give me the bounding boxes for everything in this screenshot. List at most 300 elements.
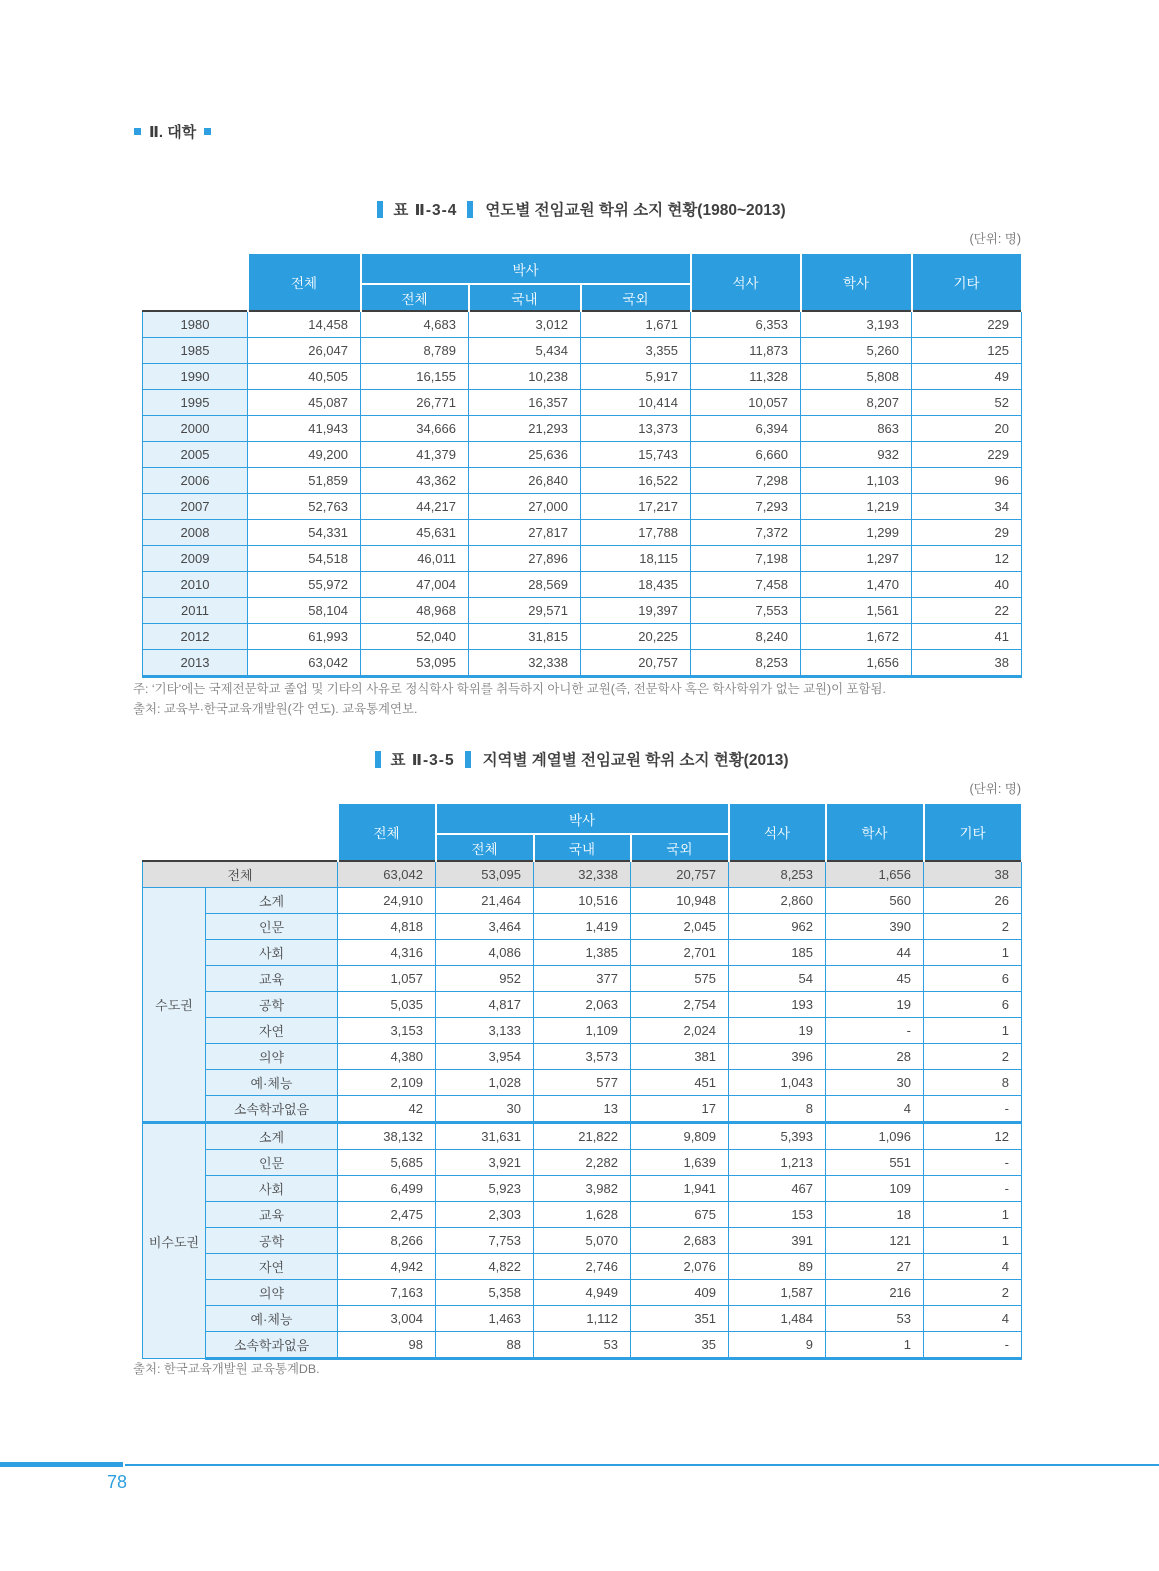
table1-number-label: 표 Ⅱ-3-4 xyxy=(393,202,458,219)
square-bullet-icon xyxy=(204,128,211,135)
value-cell: 2 xyxy=(924,914,1022,940)
value-cell: 42 xyxy=(338,1096,436,1123)
value-cell: 5,434 xyxy=(469,338,581,364)
value-cell: 4,942 xyxy=(338,1254,436,1280)
value-cell: 13,373 xyxy=(581,416,691,442)
value-cell: 952 xyxy=(436,966,534,992)
value-cell: 13 xyxy=(534,1096,631,1123)
year-row xyxy=(143,624,1022,650)
year-row xyxy=(143,442,1022,468)
title-bar-icon xyxy=(465,751,471,768)
col-header-doctorate: 박사 xyxy=(436,803,729,834)
value-cell: 2,282 xyxy=(534,1150,631,1176)
value-cell: 1 xyxy=(924,1018,1022,1044)
value-cell: 35 xyxy=(631,1332,729,1359)
value-cell: - xyxy=(924,1332,1022,1359)
field-row xyxy=(143,1123,1022,1150)
field-cell: 소속학과없음 xyxy=(206,1332,338,1359)
value-cell: 43,362 xyxy=(361,468,469,494)
value-cell: 4,316 xyxy=(338,940,436,966)
value-cell: 2,076 xyxy=(631,1254,729,1280)
field-row xyxy=(143,1150,1022,1176)
field-row xyxy=(143,888,1022,914)
value-cell: 863 xyxy=(801,416,912,442)
value-cell: 3,133 xyxy=(436,1018,534,1044)
value-cell: 1,671 xyxy=(581,311,691,338)
col-header-master: 석사 xyxy=(729,803,826,861)
value-cell: 229 xyxy=(912,442,1022,468)
value-cell: 1 xyxy=(826,1332,924,1359)
year-cell: 1985 xyxy=(143,338,248,364)
field-row xyxy=(143,992,1022,1018)
year-row xyxy=(143,390,1022,416)
value-cell: 8,253 xyxy=(691,650,801,677)
year-row xyxy=(143,546,1022,572)
value-cell: 58,104 xyxy=(248,598,361,624)
year-cell: 1995 xyxy=(143,390,248,416)
value-cell: 6 xyxy=(924,966,1022,992)
year-cell: 2000 xyxy=(143,416,248,442)
value-cell: 21,464 xyxy=(436,888,534,914)
value-cell: 3,954 xyxy=(436,1044,534,1070)
value-cell: 9 xyxy=(729,1332,826,1359)
value-cell: 24,910 xyxy=(338,888,436,914)
field-cell: 공학 xyxy=(206,1228,338,1254)
value-cell: 1,639 xyxy=(631,1150,729,1176)
value-cell: 5,808 xyxy=(801,364,912,390)
value-cell: 6,394 xyxy=(691,416,801,442)
value-cell: 17,217 xyxy=(581,494,691,520)
value-cell: 38 xyxy=(924,861,1022,888)
value-cell: - xyxy=(924,1096,1022,1123)
value-cell: 52,040 xyxy=(361,624,469,650)
value-cell: 25,636 xyxy=(469,442,581,468)
field-row xyxy=(143,1202,1022,1228)
value-cell: 19 xyxy=(729,1018,826,1044)
value-cell: 53 xyxy=(534,1332,631,1359)
value-cell: 18,115 xyxy=(581,546,691,572)
value-cell: 2 xyxy=(924,1044,1022,1070)
faculty-degree-by-year-table xyxy=(142,252,1023,678)
field-cell: 예·체능 xyxy=(206,1070,338,1096)
value-cell: 26,047 xyxy=(248,338,361,364)
value-cell: 7,163 xyxy=(338,1280,436,1306)
title-bar-icon xyxy=(467,201,473,218)
value-cell: 17,788 xyxy=(581,520,691,546)
table2-title xyxy=(142,748,1021,770)
value-cell: 52,763 xyxy=(248,494,361,520)
value-cell: 88 xyxy=(436,1332,534,1359)
field-cell: 자연 xyxy=(206,1018,338,1044)
value-cell: 6,353 xyxy=(691,311,801,338)
year-row xyxy=(143,311,1022,338)
value-cell: 10,414 xyxy=(581,390,691,416)
value-cell: 55,972 xyxy=(248,572,361,598)
value-cell: 16,522 xyxy=(581,468,691,494)
value-cell: 20,757 xyxy=(631,861,729,888)
field-cell: 교육 xyxy=(206,1202,338,1228)
field-cell: 소계 xyxy=(206,1123,338,1150)
year-row xyxy=(143,494,1022,520)
value-cell: 89 xyxy=(729,1254,826,1280)
year-cell: 2005 xyxy=(143,442,248,468)
field-cell: 자연 xyxy=(206,1254,338,1280)
value-cell: 1,043 xyxy=(729,1070,826,1096)
field-row xyxy=(143,1228,1022,1254)
col-header-doc-foreign: 국외 xyxy=(631,834,729,861)
value-cell: 1,213 xyxy=(729,1150,826,1176)
field-row xyxy=(143,1176,1022,1202)
value-cell: 391 xyxy=(729,1228,826,1254)
value-cell: 351 xyxy=(631,1306,729,1332)
value-cell: 3,004 xyxy=(338,1306,436,1332)
total-label-cell: 전체 xyxy=(143,861,338,888)
title-bar-icon xyxy=(377,201,383,218)
field-cell: 의약 xyxy=(206,1044,338,1070)
year-row xyxy=(143,572,1022,598)
col-header-other: 기타 xyxy=(912,253,1022,311)
value-cell: 153 xyxy=(729,1202,826,1228)
section-header-label: Ⅱ. 대학 xyxy=(149,124,197,141)
year-row xyxy=(143,598,1022,624)
value-cell: 216 xyxy=(826,1280,924,1306)
value-cell: 10,057 xyxy=(691,390,801,416)
field-row xyxy=(143,1306,1022,1332)
value-cell: 9,809 xyxy=(631,1123,729,1150)
value-cell: 1,419 xyxy=(534,914,631,940)
year-cell: 1980 xyxy=(143,311,248,338)
value-cell: 3,355 xyxy=(581,338,691,364)
blank-corner-cell xyxy=(143,253,248,311)
value-cell: 34 xyxy=(912,494,1022,520)
field-row xyxy=(143,1254,1022,1280)
page-number: 78 xyxy=(107,1472,128,1492)
value-cell: 41 xyxy=(912,624,1022,650)
value-cell: 11,873 xyxy=(691,338,801,364)
value-cell: 2,303 xyxy=(436,1202,534,1228)
value-cell: 46,011 xyxy=(361,546,469,572)
value-cell: 1 xyxy=(924,940,1022,966)
value-cell: 12 xyxy=(912,546,1022,572)
field-row xyxy=(143,914,1022,940)
value-cell: 51,859 xyxy=(248,468,361,494)
field-row xyxy=(143,1070,1022,1096)
value-cell: - xyxy=(924,1176,1022,1202)
value-cell: 577 xyxy=(534,1070,631,1096)
year-row xyxy=(143,468,1022,494)
value-cell: 22 xyxy=(912,598,1022,624)
year-cell: 2008 xyxy=(143,520,248,546)
field-row xyxy=(143,966,1022,992)
value-cell: 409 xyxy=(631,1280,729,1306)
value-cell: 4,949 xyxy=(534,1280,631,1306)
value-cell: 3,012 xyxy=(469,311,581,338)
value-cell: 2,109 xyxy=(338,1070,436,1096)
col-header-total: 전체 xyxy=(248,253,361,311)
table2-unit-label: (단위: 명) xyxy=(969,782,1021,796)
value-cell: 1,672 xyxy=(801,624,912,650)
value-cell: 27,817 xyxy=(469,520,581,546)
value-cell: 3,982 xyxy=(534,1176,631,1202)
footer-rule xyxy=(125,1464,1159,1466)
year-cell: 2012 xyxy=(143,624,248,650)
field-row xyxy=(143,1018,1022,1044)
table1-notes xyxy=(133,680,886,719)
value-cell: 7,553 xyxy=(691,598,801,624)
table2-title-text: 지역별 계열별 전임교원 학위 소지 현황(2013) xyxy=(482,752,789,769)
value-cell: 2 xyxy=(924,1280,1022,1306)
value-cell: 2,045 xyxy=(631,914,729,940)
year-cell: 2007 xyxy=(143,494,248,520)
value-cell: 3,153 xyxy=(338,1018,436,1044)
value-cell: 19 xyxy=(826,992,924,1018)
value-cell: 7,458 xyxy=(691,572,801,598)
value-cell: 7,293 xyxy=(691,494,801,520)
value-cell: 48,968 xyxy=(361,598,469,624)
value-cell: 30 xyxy=(436,1096,534,1123)
value-cell: 26,771 xyxy=(361,390,469,416)
value-cell: 4,817 xyxy=(436,992,534,1018)
value-cell: 3,921 xyxy=(436,1150,534,1176)
region-cell: 수도권 xyxy=(143,888,206,1123)
value-cell: 20 xyxy=(912,416,1022,442)
value-cell: 52 xyxy=(912,390,1022,416)
value-cell: 47,004 xyxy=(361,572,469,598)
value-cell: 2,860 xyxy=(729,888,826,914)
col-header-doc-foreign: 국외 xyxy=(581,284,691,311)
value-cell: 3,573 xyxy=(534,1044,631,1070)
value-cell: 10,516 xyxy=(534,888,631,914)
value-cell: 44,217 xyxy=(361,494,469,520)
value-cell: 2,701 xyxy=(631,940,729,966)
value-cell: 27,000 xyxy=(469,494,581,520)
value-cell: 26 xyxy=(924,888,1022,914)
value-cell: 49 xyxy=(912,364,1022,390)
value-cell: 229 xyxy=(912,311,1022,338)
value-cell: 2,754 xyxy=(631,992,729,1018)
value-cell: 962 xyxy=(729,914,826,940)
faculty-degree-by-region-table xyxy=(142,802,1023,1360)
value-cell: - xyxy=(826,1018,924,1044)
table2-notes xyxy=(133,1360,320,1380)
value-cell: 45 xyxy=(826,966,924,992)
field-cell: 교육 xyxy=(206,966,338,992)
value-cell: 1,112 xyxy=(534,1306,631,1332)
field-row xyxy=(143,1096,1022,1123)
col-header-other: 기타 xyxy=(924,803,1022,861)
value-cell: 98 xyxy=(338,1332,436,1359)
value-cell: 8,240 xyxy=(691,624,801,650)
value-cell: 7,198 xyxy=(691,546,801,572)
table2-number-label: 표 Ⅱ-3-5 xyxy=(390,752,455,769)
value-cell: 28 xyxy=(826,1044,924,1070)
value-cell: 12 xyxy=(924,1123,1022,1150)
value-cell: 4,822 xyxy=(436,1254,534,1280)
value-cell: 121 xyxy=(826,1228,924,1254)
footer-accent-bar xyxy=(0,1462,123,1467)
value-cell: 7,372 xyxy=(691,520,801,546)
value-cell: 38 xyxy=(912,650,1022,677)
value-cell: 8,266 xyxy=(338,1228,436,1254)
value-cell: 14,458 xyxy=(248,311,361,338)
value-cell: 675 xyxy=(631,1202,729,1228)
total-row xyxy=(143,861,1022,888)
value-cell: 1 xyxy=(924,1202,1022,1228)
year-row xyxy=(143,338,1022,364)
field-cell: 공학 xyxy=(206,992,338,1018)
value-cell: 30 xyxy=(826,1070,924,1096)
value-cell: 2,063 xyxy=(534,992,631,1018)
value-cell: 1,941 xyxy=(631,1176,729,1202)
field-cell: 의약 xyxy=(206,1280,338,1306)
value-cell: 4 xyxy=(924,1306,1022,1332)
title-bar-icon xyxy=(375,751,381,768)
field-cell: 사회 xyxy=(206,1176,338,1202)
value-cell: 6,660 xyxy=(691,442,801,468)
value-cell: 185 xyxy=(729,940,826,966)
value-cell: 18,435 xyxy=(581,572,691,598)
year-cell: 2006 xyxy=(143,468,248,494)
value-cell: 44 xyxy=(826,940,924,966)
value-cell: 8,789 xyxy=(361,338,469,364)
value-cell: 45,087 xyxy=(248,390,361,416)
value-cell: 18 xyxy=(826,1202,924,1228)
value-cell: 40,505 xyxy=(248,364,361,390)
value-cell: 16,357 xyxy=(469,390,581,416)
value-cell: 1,385 xyxy=(534,940,631,966)
year-cell: 1990 xyxy=(143,364,248,390)
square-bullet-icon xyxy=(134,128,141,135)
value-cell: 8,207 xyxy=(801,390,912,416)
value-cell: 38,132 xyxy=(338,1123,436,1150)
field-cell: 인문 xyxy=(206,914,338,940)
value-cell: 193 xyxy=(729,992,826,1018)
value-cell: 5,035 xyxy=(338,992,436,1018)
value-cell: 63,042 xyxy=(338,861,436,888)
col-header-doc-total: 전체 xyxy=(436,834,534,861)
value-cell: 54,518 xyxy=(248,546,361,572)
value-cell: 3,464 xyxy=(436,914,534,940)
col-header-doctorate: 박사 xyxy=(361,253,691,284)
value-cell: 1,656 xyxy=(826,861,924,888)
value-cell: 29 xyxy=(912,520,1022,546)
table2-source: 출처: 한국교육개발원 교육통계DB. xyxy=(133,1362,320,1376)
value-cell: 20,225 xyxy=(581,624,691,650)
year-row xyxy=(143,520,1022,546)
value-cell: 4,380 xyxy=(338,1044,436,1070)
table1-note: 주: ‘기타’에는 국제전문학교 졸업 및 기타의 사유로 정식학사 학위를 취득하지 아니한 교원(즉, 전문학사 혹은 학사학위가 없는 교원)이 포함됨. xyxy=(133,682,886,696)
year-cell: 2011 xyxy=(143,598,248,624)
field-row xyxy=(143,1332,1022,1359)
field-row xyxy=(143,1044,1022,1070)
value-cell: 396 xyxy=(729,1044,826,1070)
region-cell: 비수도권 xyxy=(143,1123,206,1359)
value-cell: 377 xyxy=(534,966,631,992)
value-cell: 467 xyxy=(729,1176,826,1202)
value-cell: 1,057 xyxy=(338,966,436,992)
table1-title xyxy=(142,198,1021,220)
value-cell: 15,743 xyxy=(581,442,691,468)
value-cell: 1,463 xyxy=(436,1306,534,1332)
value-cell: 381 xyxy=(631,1044,729,1070)
value-cell: 63,042 xyxy=(248,650,361,677)
value-cell: 3,193 xyxy=(801,311,912,338)
value-cell: 4,818 xyxy=(338,914,436,940)
value-cell: 4,683 xyxy=(361,311,469,338)
value-cell: 28,569 xyxy=(469,572,581,598)
value-cell: 1,656 xyxy=(801,650,912,677)
value-cell: 8 xyxy=(729,1096,826,1123)
value-cell: 27,896 xyxy=(469,546,581,572)
value-cell: 1,219 xyxy=(801,494,912,520)
year-cell: 2010 xyxy=(143,572,248,598)
value-cell: 53,095 xyxy=(361,650,469,677)
value-cell: 4,086 xyxy=(436,940,534,966)
year-row xyxy=(143,364,1022,390)
value-cell: 8 xyxy=(924,1070,1022,1096)
value-cell: 32,338 xyxy=(469,650,581,677)
value-cell: 1,299 xyxy=(801,520,912,546)
value-cell: 4 xyxy=(826,1096,924,1123)
col-header-bachelor: 학사 xyxy=(826,803,924,861)
value-cell: 2,746 xyxy=(534,1254,631,1280)
value-cell: 41,379 xyxy=(361,442,469,468)
year-row xyxy=(143,416,1022,442)
value-cell: 575 xyxy=(631,966,729,992)
value-cell: 45,631 xyxy=(361,520,469,546)
section-header xyxy=(134,121,211,142)
value-cell: 5,358 xyxy=(436,1280,534,1306)
value-cell: 1 xyxy=(924,1228,1022,1254)
field-cell: 인문 xyxy=(206,1150,338,1176)
value-cell: 1,628 xyxy=(534,1202,631,1228)
year-cell: 2013 xyxy=(143,650,248,677)
value-cell: 1,561 xyxy=(801,598,912,624)
value-cell: 7,753 xyxy=(436,1228,534,1254)
value-cell: 1,096 xyxy=(826,1123,924,1150)
value-cell: 49,200 xyxy=(248,442,361,468)
value-cell: 4 xyxy=(924,1254,1022,1280)
value-cell: 7,298 xyxy=(691,468,801,494)
value-cell: 26,840 xyxy=(469,468,581,494)
blank-corner-cell xyxy=(143,803,338,861)
value-cell: 53,095 xyxy=(436,861,534,888)
value-cell: 61,993 xyxy=(248,624,361,650)
value-cell: 54 xyxy=(729,966,826,992)
value-cell: 5,923 xyxy=(436,1176,534,1202)
value-cell: 16,155 xyxy=(361,364,469,390)
value-cell: 2,024 xyxy=(631,1018,729,1044)
value-cell: 11,328 xyxy=(691,364,801,390)
value-cell: 5,260 xyxy=(801,338,912,364)
value-cell: 2,683 xyxy=(631,1228,729,1254)
year-row xyxy=(143,650,1022,677)
value-cell: 19,397 xyxy=(581,598,691,624)
value-cell: 21,293 xyxy=(469,416,581,442)
table1-source: 출처: 교육부·한국교육개발원(각 연도). 교육통계연보. xyxy=(133,701,418,716)
value-cell: 932 xyxy=(801,442,912,468)
value-cell: 1,109 xyxy=(534,1018,631,1044)
value-cell: 8,253 xyxy=(729,861,826,888)
field-cell: 사회 xyxy=(206,940,338,966)
value-cell: 29,571 xyxy=(469,598,581,624)
table1-unit-label: (단위: 명) xyxy=(969,232,1021,246)
value-cell: 96 xyxy=(912,468,1022,494)
value-cell: 560 xyxy=(826,888,924,914)
col-header-doc-domestic: 국내 xyxy=(534,834,631,861)
value-cell: 31,631 xyxy=(436,1123,534,1150)
value-cell: 20,757 xyxy=(581,650,691,677)
